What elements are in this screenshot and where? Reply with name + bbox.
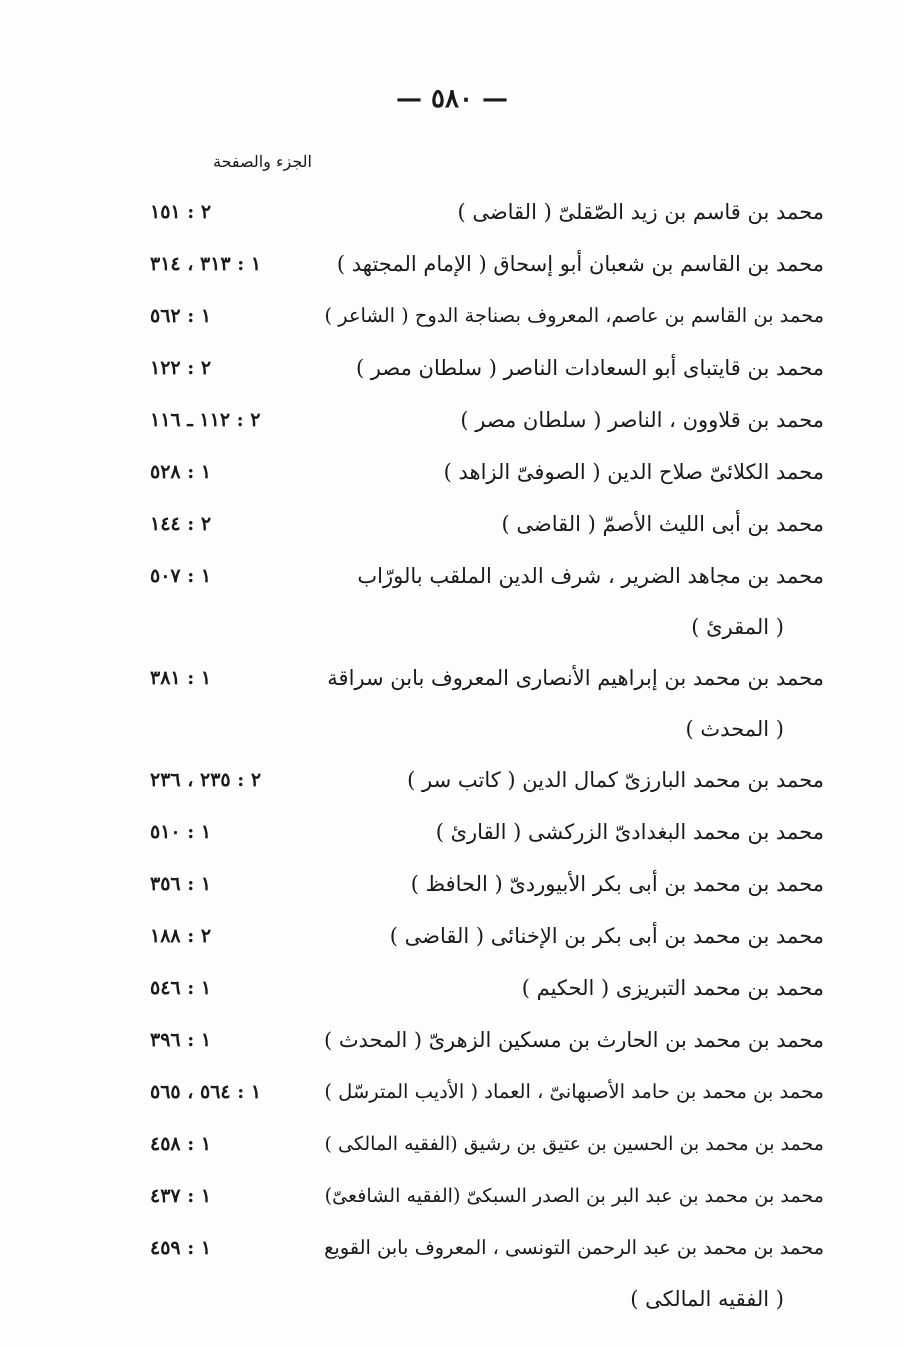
entry-name: محمد بن محمد بن عبد البر بن الصدر السبكىّ (الفقيه الشافعىّ) xyxy=(324,1184,824,1207)
entry-name: محمد بن مجاهد الضرير ، شرف الدين الملقب بالورّاب xyxy=(357,564,824,588)
column-header-volume-page: الجزء والصفحة xyxy=(212,152,312,171)
entry-name: محمد بن محمد البارزىّ كمال الدين ( كاتب سر ) xyxy=(407,768,824,792)
index-entry xyxy=(150,342,824,394)
index-entry xyxy=(150,238,824,290)
entry-reference: ١ : ٥١٠ xyxy=(150,821,212,843)
index-entry xyxy=(150,858,824,910)
index-entry xyxy=(150,1222,824,1324)
entry-reference: ١ : ٥٢٨ xyxy=(150,461,212,483)
index-entry xyxy=(150,1118,824,1170)
entry-name: محمد بن قاسم بن زيد الصّقلىّ ( القاضى ) xyxy=(457,200,824,224)
entry-name: محمد بن محمد بن إبراهيم الأنصارى المعروف بابن سراقة xyxy=(327,666,824,690)
entry-reference: ٢ : ١١٢ ـ ١١٦ xyxy=(150,409,261,431)
entry-name: محمد بن محمد بن الحارث بن مسكين الزهرىّ ( المحدث ) xyxy=(324,1028,824,1052)
index-entries xyxy=(150,186,824,1324)
entry-reference: ١ : ٣٨١ xyxy=(150,667,212,689)
entry-name: محمد بن قايتباى أبو السعادات الناصر ( سلطان مصر ) xyxy=(355,356,824,380)
entry-name-continuation: ( المقرئ ) xyxy=(691,615,784,639)
index-entry xyxy=(150,1066,824,1118)
index-entry xyxy=(150,1170,824,1222)
index-entry xyxy=(150,186,824,238)
entry-reference: ١ : ٤٥٨ xyxy=(150,1133,212,1155)
entry-reference: ٢ : ١٤٤ xyxy=(150,513,212,535)
index-entry xyxy=(150,1014,824,1066)
entry-name: محمد بن محمد بن أبى بكر بن الإخنائى ( القاضى ) xyxy=(389,924,824,948)
entry-reference: ١ : ٥٤٦ xyxy=(150,977,212,999)
entry-reference: ٢ : ١٨٨ xyxy=(150,925,212,947)
index-entry xyxy=(150,910,824,962)
entry-reference: ١ : ٤٣٧ xyxy=(150,1185,212,1207)
index-entry xyxy=(150,962,824,1014)
index-entry xyxy=(150,806,824,858)
entry-reference: ٢ : ١٥١ xyxy=(150,201,212,223)
entry-name: محمد بن محمد بن الحسين بن عتيق بن رشيق (الفقيه المالكى ) xyxy=(324,1133,824,1155)
entry-reference: ١ : ٥٦٤ ، ٥٦٥ xyxy=(150,1081,262,1103)
entry-name: محمد بن القاسم بن شعبان أبو إسحاق ( الإمام المجتهد ) xyxy=(336,252,824,276)
entry-reference: ٢ : ١٢٢ xyxy=(150,357,212,379)
entry-name: محمد الكلائىّ صلاح الدين ( الصوفىّ الزاهد ) xyxy=(443,460,824,484)
entry-name: محمد بن قلاوون ، الناصر ( سلطان مصر ) xyxy=(460,408,824,432)
entry-reference: ١ : ٤٥٩ xyxy=(150,1237,212,1259)
entry-reference: ١ : ٥٠٧ xyxy=(150,565,212,587)
index-entry xyxy=(150,498,824,550)
index-entry xyxy=(150,446,824,498)
index-entry xyxy=(150,652,824,754)
entry-name: محمد بن محمد التبريزى ( الحكيم ) xyxy=(521,976,824,1000)
entry-reference: ١ : ٣٥٦ xyxy=(150,873,212,895)
page-number: — ٥٨٠ — xyxy=(395,84,509,114)
entry-name: محمد بن القاسم بن عاصم، المعروف بصناجة الدوح ( الشاعر ) xyxy=(324,304,824,327)
entry-name: محمد بن محمد بن أبى بكر الأبيوردىّ ( الحافظ ) xyxy=(410,872,824,896)
entry-reference: ١ : ٣١٣ ، ٣١٤ xyxy=(150,253,262,275)
entry-name: محمد بن محمد بن حامد الأصبهانىّ ، العماد ( الأديب المترسّل ) xyxy=(324,1080,824,1103)
index-entry xyxy=(150,550,824,652)
index-entry xyxy=(150,290,824,342)
entry-reference: ١ : ٥٦٢ xyxy=(150,305,212,327)
entry-reference: ١ : ٣٩٦ xyxy=(150,1029,212,1051)
entry-name: محمد بن محمد بن عبد الرحمن التونسى ، المعروف بابن القويع xyxy=(324,1236,824,1259)
entry-name: محمد بن محمد البغدادىّ الزركشى ( القارئ ) xyxy=(435,820,824,844)
entry-reference: ٢ : ٢٣٥ ، ٢٣٦ xyxy=(150,769,262,791)
index-entry xyxy=(150,394,824,446)
index-entry xyxy=(150,754,824,806)
entry-name-continuation: ( المحدث ) xyxy=(685,717,784,741)
entry-name-continuation: ( الفقيه المالكى ) xyxy=(630,1287,784,1311)
entry-name: محمد بن أبى الليث الأصمّ ( القاضى ) xyxy=(501,512,824,536)
